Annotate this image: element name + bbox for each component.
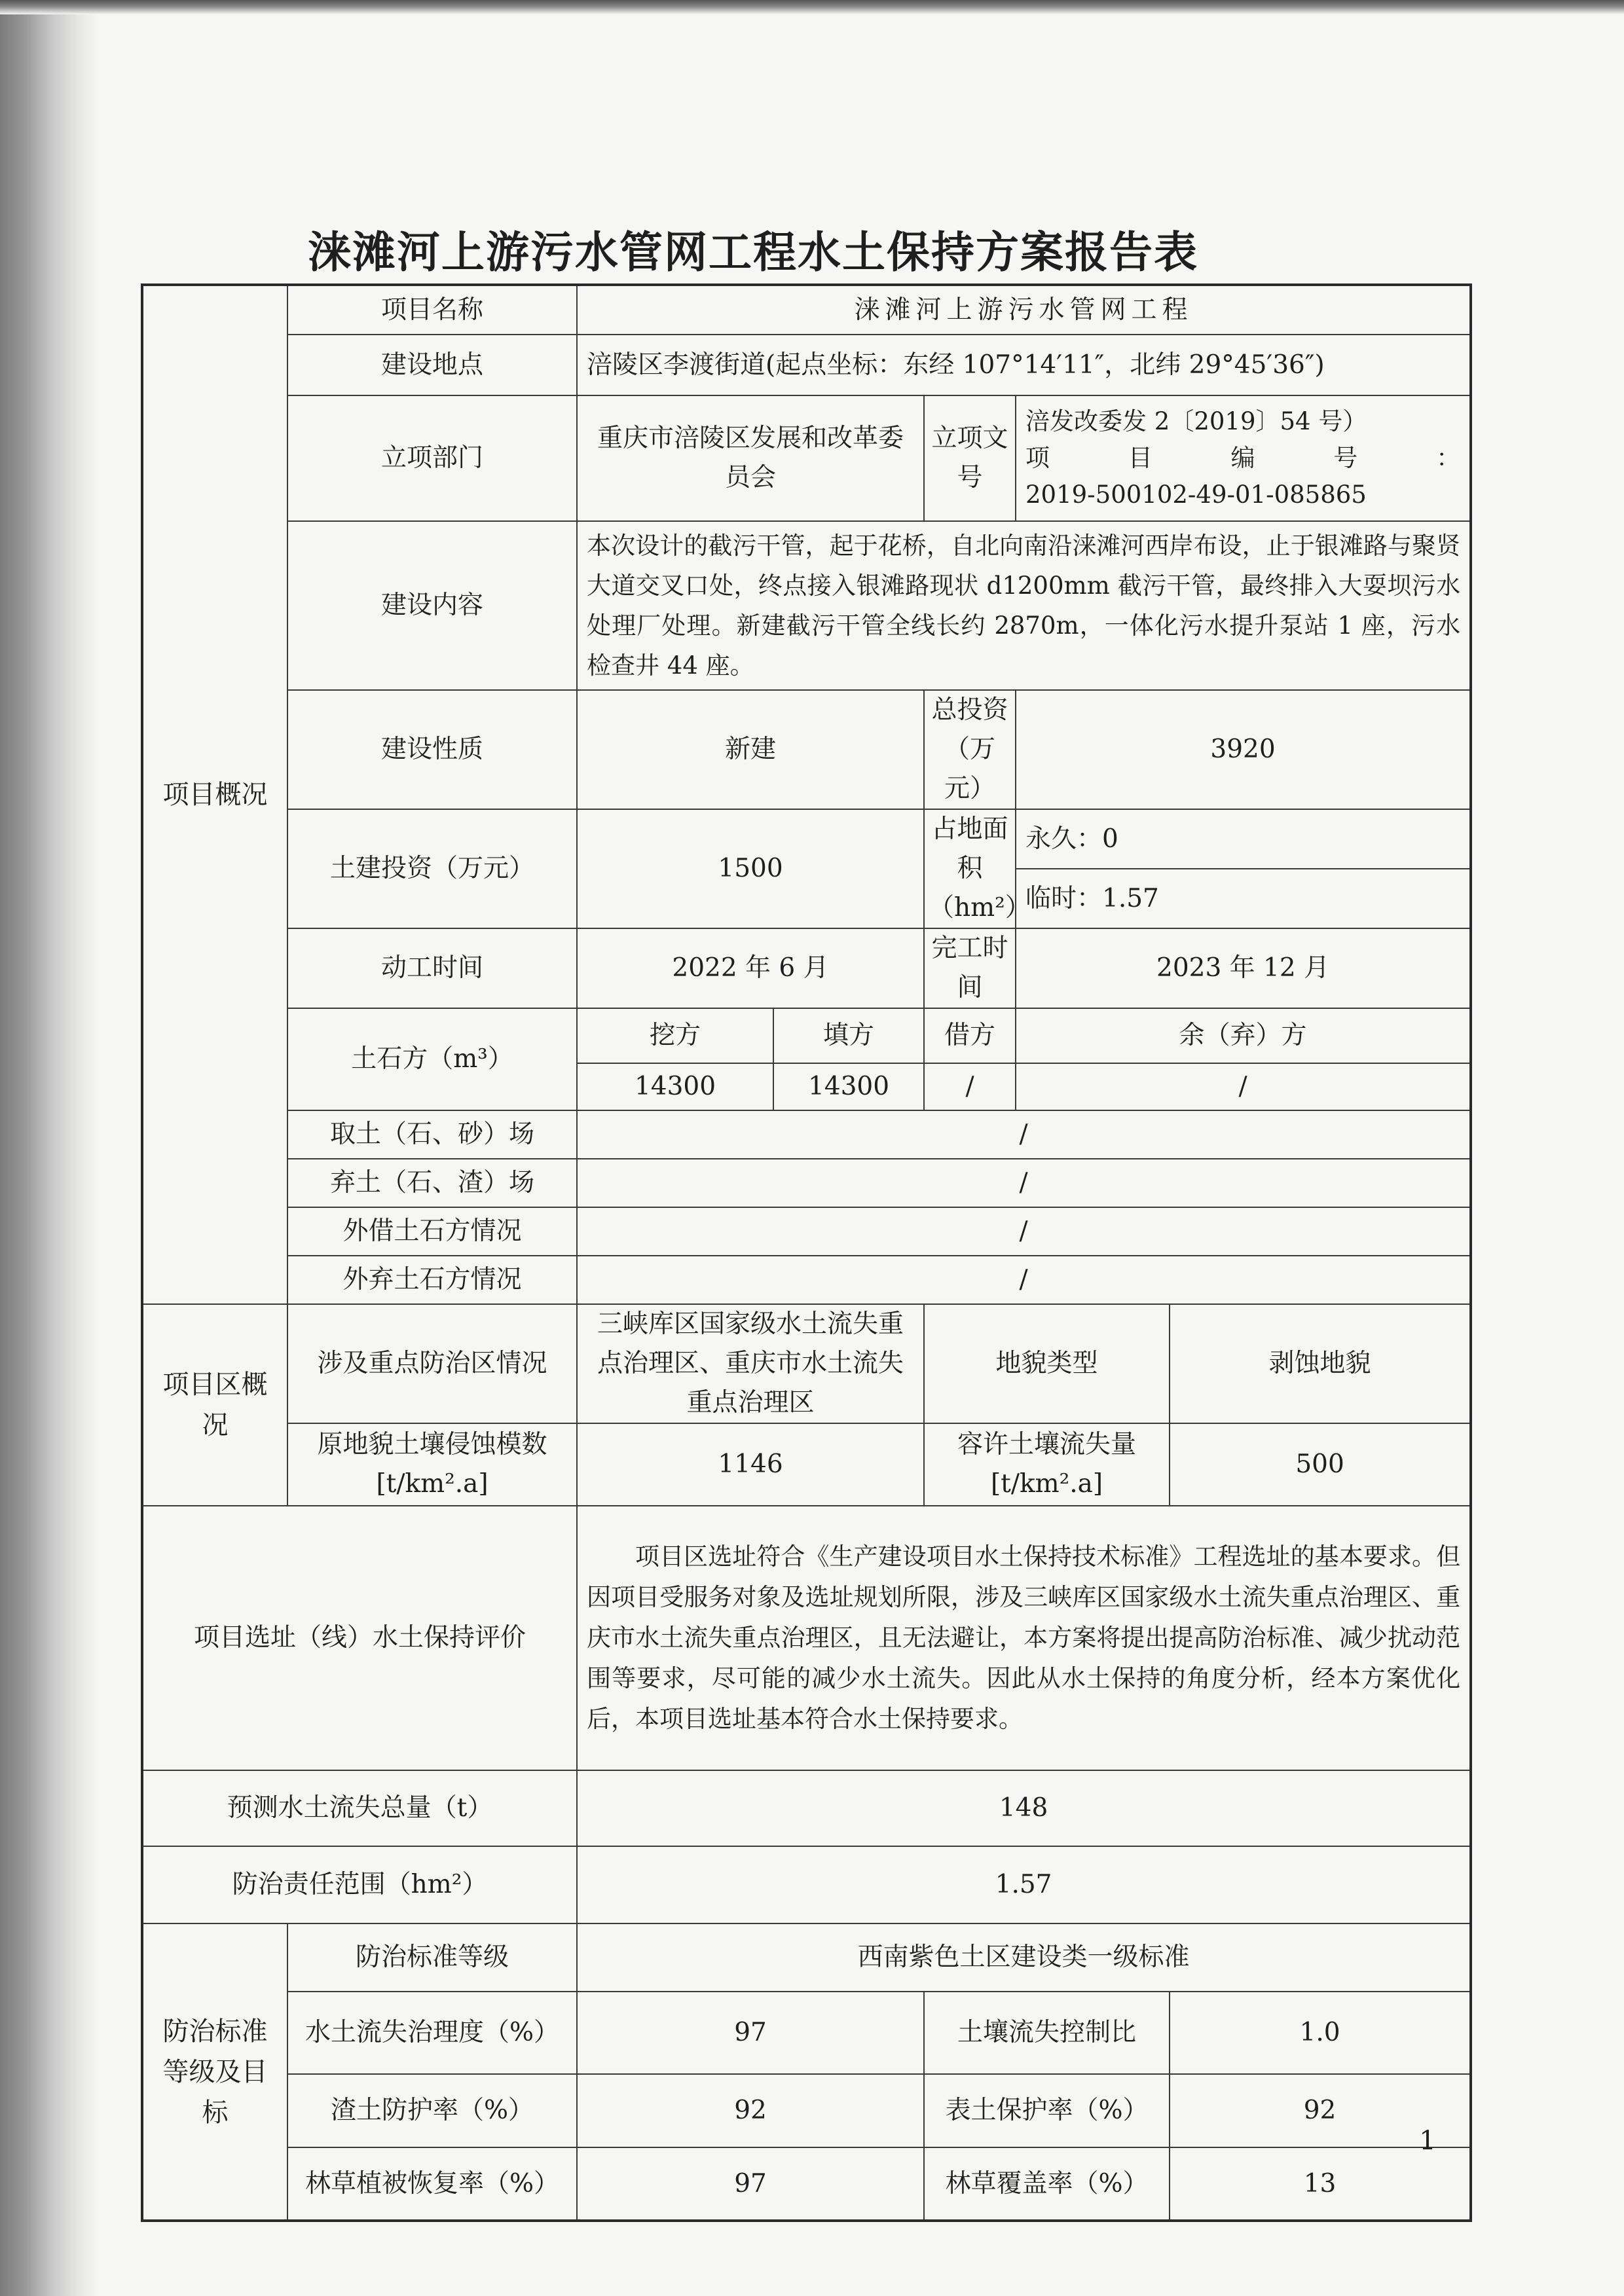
value-key-zone: 三峡库区国家级水土流失重点治理区、重庆市水土流失重点治理区 <box>577 1304 924 1423</box>
section-area-overview: 项目区概况 <box>142 1304 287 1506</box>
value-civil-investment: 1500 <box>577 809 924 928</box>
value-predicted-loss: 148 <box>577 1770 1471 1846</box>
value-start-time: 2022 年 6 月 <box>577 928 924 1008</box>
label-project-name: 项目名称 <box>287 285 577 335</box>
row-spoil-site <box>142 1159 1471 1207</box>
value-project-name: 涞滩河上游污水管网工程 <box>577 285 1471 335</box>
label-nature: 建设性质 <box>287 690 577 809</box>
label-key-zone: 涉及重点防治区情况 <box>287 1304 577 1423</box>
label-start-time: 动工时间 <box>287 928 577 1008</box>
label-location: 建设地点 <box>287 335 577 395</box>
land-area-label-line2: （hm²） <box>929 893 1031 922</box>
doc-number-line2: 项 目 编 号 ： <box>1025 444 1461 472</box>
value-borrow-site: / <box>577 1110 1471 1159</box>
value-spoil-protection: 92 <box>577 2074 924 2147</box>
row-location <box>142 335 1471 395</box>
label-vegetation-recovery: 林草植被恢复率（%） <box>287 2147 577 2221</box>
label-land-area <box>924 809 1031 928</box>
label-landform: 地貌类型 <box>924 1304 1170 1423</box>
label-end-time: 完工时间 <box>924 928 1016 1008</box>
report-table-wrapper <box>141 283 1467 2198</box>
label-topsoil-protection: 表土保护率（%） <box>924 2074 1170 2147</box>
label-total-investment: 总投资（万元） <box>924 690 1016 809</box>
erosion-label-line1: 原地貌土壤侵蚀模数 <box>317 1430 547 1459</box>
row-nature <box>142 690 1471 809</box>
label-fill: 填方 <box>773 1008 924 1063</box>
label-erosion-control: 水土流失治理度（%） <box>287 1992 577 2074</box>
value-evaluation: 项目区选址符合《生产建设项目水土保持技术标准》工程选址的基本要求。但因项目受服务对象及选址规划所限，涉及三峡库区国家级水土流失重点治理区、重庆市水土流失重点治理区，且无法避让，本方案将提出提高防治标准、减少扰动范围等要求，尽可能的减少水土流失。因此从水土保持的角度分析，经本方案优化后，本项目选址基本符合水土保持要求。 <box>577 1506 1471 1770</box>
value-department: 重庆市涪陵区发展和改革委员会 <box>577 395 924 521</box>
label-soil-loss-ratio: 土壤流失控制比 <box>924 1992 1170 2074</box>
value-soil-loss-ratio: 1.0 <box>1170 1992 1471 2074</box>
row-key-zone <box>142 1304 1471 1423</box>
value-location: 涪陵区李渡街道(起点坐标：东经 107°14′11″，北纬 29°45′36″) <box>577 335 1471 395</box>
value-area-permanent: 永久：0 <box>1016 809 1471 869</box>
row-department <box>142 395 1471 521</box>
label-external-borrow: 外借土石方情况 <box>287 1207 577 1256</box>
label-responsibility: 防治责任范围（hm²） <box>142 1846 577 1923</box>
row-external-borrow <box>142 1207 1471 1256</box>
value-end-time: 2023 年 12 月 <box>1016 928 1471 1008</box>
value-doc-number <box>1016 395 1471 521</box>
label-vegetation-coverage: 林草覆盖率（%） <box>924 2147 1170 2221</box>
label-standard-grade: 防治标准等级 <box>287 1923 577 1992</box>
value-landform: 剥蚀地貌 <box>1170 1304 1471 1423</box>
label-erosion-modulus <box>287 1423 577 1506</box>
row-project-name <box>142 285 1471 335</box>
label-earthwork: 土石方（m³） <box>287 1008 577 1110</box>
value-total-investment: 3920 <box>1016 690 1471 809</box>
page-number: 1 <box>1419 2126 1436 2156</box>
value-vegetation-coverage: 13 <box>1170 2147 1471 2221</box>
value-excavation: 14300 <box>577 1063 773 1110</box>
scan-left-shadow <box>0 0 98 2296</box>
erosion-label-line2: [t/km².a] <box>376 1469 489 1499</box>
row-earthwork-header <box>142 1008 1471 1063</box>
standards-row <box>142 1992 1471 2074</box>
label-allowed-loss <box>924 1423 1170 1506</box>
label-doc-number: 立项文号 <box>924 395 1016 521</box>
value-borrow: / <box>924 1063 1016 1110</box>
document-title: 涞滩河上游污水管网工程水土保持方案报告表 <box>308 227 1198 278</box>
value-fill: 14300 <box>773 1063 924 1110</box>
value-erosion-modulus: 1146 <box>577 1423 924 1506</box>
value-external-spoil: / <box>577 1256 1471 1304</box>
scan-top-shadow <box>0 0 1624 14</box>
label-borrow-site: 取土（石、砂）场 <box>287 1110 577 1159</box>
section-standards: 防治标准等级及目标 <box>142 1923 287 2221</box>
row-standard-grade <box>142 1923 1471 1992</box>
label-external-spoil: 外弃土石方情况 <box>287 1256 577 1304</box>
row-content <box>142 521 1471 690</box>
row-evaluation <box>142 1506 1471 1770</box>
row-civil-investment <box>142 809 1471 869</box>
land-area-label-line1: 占地面积 <box>931 814 1008 883</box>
value-vegetation-recovery: 97 <box>577 2147 924 2221</box>
value-topsoil-protection: 92 <box>1170 2074 1471 2147</box>
value-standard-grade: 西南紫色土区建设类一级标准 <box>577 1923 1471 1992</box>
value-external-borrow: / <box>577 1207 1471 1256</box>
row-responsibility <box>142 1846 1471 1923</box>
value-spoil: / <box>1016 1063 1471 1110</box>
label-civil-investment: 土建投资（万元） <box>287 809 577 928</box>
label-evaluation: 项目选址（线）水土保持评价 <box>142 1506 577 1770</box>
value-responsibility: 1.57 <box>577 1846 1471 1923</box>
label-spoil-site: 弃土（石、渣）场 <box>287 1159 577 1207</box>
allowed-label-line2: [t/km².a] <box>990 1469 1103 1499</box>
label-excavation: 挖方 <box>577 1008 773 1063</box>
row-external-spoil <box>142 1256 1471 1304</box>
doc-number-line3: 2019-500102-49-01-085865 <box>1025 481 1367 509</box>
value-erosion-control: 97 <box>577 1992 924 2074</box>
row-erosion <box>142 1423 1471 1506</box>
value-content: 本次设计的截污干管，起于花桥，自北向南沿涞滩河西岸布设，止于银滩路与聚贤大道交叉口处，终点接入银滩路现状 d1200mm 截污干管，最终排入大耍坝污水处理厂处理。新建截污干管全线长约 2870m，一体化污水提升泵站 1 座，污水检查井 44 座。 <box>577 521 1471 690</box>
value-area-temporary: 临时：1.57 <box>1016 869 1471 928</box>
value-nature: 新建 <box>577 690 924 809</box>
label-content: 建设内容 <box>287 521 577 690</box>
standards-row <box>142 2074 1471 2147</box>
standards-row <box>142 2147 1471 2221</box>
value-allowed-loss: 500 <box>1170 1423 1471 1506</box>
row-schedule <box>142 928 1471 1008</box>
label-department: 立项部门 <box>287 395 577 521</box>
label-spoil-protection: 渣土防护率（%） <box>287 2074 577 2147</box>
report-table <box>141 283 1472 2222</box>
row-predicted-loss <box>142 1770 1471 1846</box>
label-spoil: 余（弃）方 <box>1016 1008 1471 1063</box>
allowed-label-line1: 容许土壤流失量 <box>957 1430 1137 1459</box>
section-project-overview: 项目概况 <box>142 285 287 1304</box>
label-borrow: 借方 <box>924 1008 1016 1063</box>
label-predicted-loss: 预测水土流失总量（t） <box>142 1770 577 1846</box>
row-borrow-site <box>142 1110 1471 1159</box>
value-spoil-site: / <box>577 1159 1471 1207</box>
doc-number-line1: 涪发改委发 2〔2019〕54 号） <box>1025 407 1367 435</box>
